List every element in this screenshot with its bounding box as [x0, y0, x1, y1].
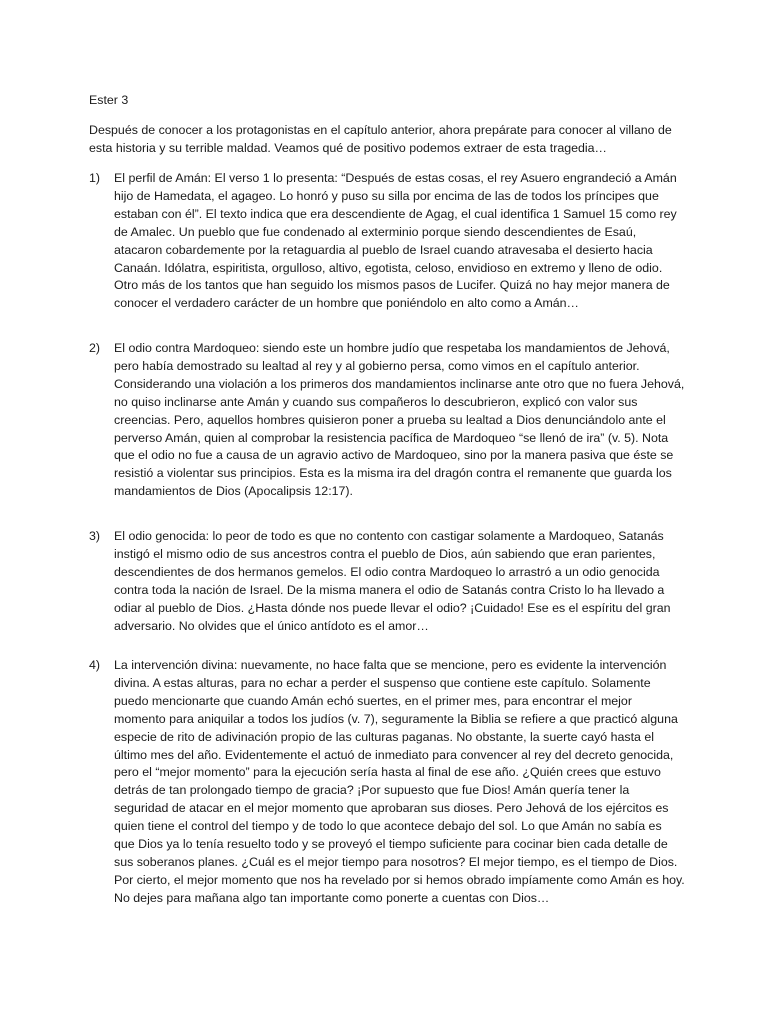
- list-item-2: [89, 340, 685, 501]
- document-title: Ester 3: [89, 93, 129, 107]
- list-item-number: 3): [89, 529, 101, 543]
- list-item-text: El perfil de Amán: El verso 1 lo presenta: “Después de estas cosas, el rey Asuero engrandeció a Amán hijo de Hamedata, el agageo. Lo honró y puso su silla por encima de las de todos los príncipes que estaban con él”. El texto indica que era descendiente de Agag, el cual identifica 1 Samuel 15 como rey de Amalec. Un pueblo que fue condenado al exterminio porque siendo descendientes de Esaú, atacaron cobardemente por la retaguardia al pueblo de Israel cuando atravesaba el desierto hacia Canaán. Idólatra, espiritista, orgulloso, altivo, egotista, celoso, envidioso en extremo y lleno de odio. Otro más de los tantos que han seguido los mismos pasos de Lucifer. Quizá no hay mejor manera de conocer el verdadero carácter de un hombre que poniéndolo en alto como a Amán…: [114, 171, 677, 311]
- list-item-1: [89, 170, 685, 313]
- list-item-number: 4): [89, 658, 101, 672]
- list-item-3: [89, 528, 685, 635]
- list-item-text: El odio contra Mardoqueo: siendo este un hombre judío que respetaba los mandamientos de Jehová, pero había demostrado su lealtad al rey y al gobierno persa, como vimos en el capítulo anterior. Considerando una violación a los primeros dos mandamientos inclinarse ante otro que no fuera Jehová, no quiso inclinarse ante Amán y cuando sus compañeros lo descubrieron, explicó con valor sus creencias. Pero, aquellos hombres quisieron poner a prueba su lealtad a Dios denunciándolo ante el perverso Amán, quien al comprobar la resistencia pacífica de Mardoqueo “se llenó de ira” (v. 5). Nota que el odio no fue a causa de un agravio activo de Mardoqueo, sino por la manera pasiva que éste se resistió a violentar sus principios. Esta es la misma ira del dragón contra el remanente que guarda los mandamientos de Dios (Apocalipsis 12:17).: [114, 341, 685, 499]
- list-item-4: [89, 657, 685, 908]
- intro-paragraph: Después de conocer a los protagonistas en el capítulo anterior, ahora prepárate para conocer al villano de esta historia y su terrible maldad. Veamos qué de positivo podemos extraer de esta tragedia…: [89, 123, 672, 155]
- list-item-text: El odio genocida: lo peor de todo es que no contento con castigar solamente a Mardoqueo, Satanás instigó el mismo odio de sus ancestros contra el pueblo de Dios, aún sabiendo que eran parientes, descendientes de dos hermanos gemelos. El odio contra Mardoqueo lo arrastró a un odio genocida contra toda la nación de Israel. De la misma manera el odio de Satanás contra Cristo lo ha llevado a odiar al pueblo de Dios. ¿Hasta dónde nos puede llevar el odio? ¡Cuidado! Ese es el espíritu del gran adversario. No olvides que el único antídoto es el amor…: [114, 529, 671, 633]
- list-item-number: 2): [89, 341, 101, 355]
- list-item-text: La intervención divina: nuevamente, no hace falta que se mencione, pero es evidente la intervención divina. A estas alturas, para no echar a perder el suspenso que contiene este capítulo. Solamente puedo mencionarte que cuando Amán echó suertes, en el primer mes, para encontrar el mejor momento para aniquilar a todos los judíos (v. 7), seguramente la Biblia se refiere a que practicó alguna especie de rito de adivinación propio de las culturas paganas. No obstante, la suerte cayó hasta el último mes del año. Evidentemente el actuó de inmediato para convencer al rey del decreto genocida, pero el “mejor momento” para la ejecución sería hasta al final de ese año. ¿Quién crees que estuvo detrás de tan prolongado tiempo de gracia? ¡Por supuesto que fue Dios! Amán quería tener la seguridad de atacar en el mejor momento que aprobaran sus dioses. Pero Jehová de los ejércitos es quien tiene el control del tiempo y de todo lo que acontece debajo del sol. Lo que Amán no sabía es que Dios ya lo tenía resuelto todo y se proveyó el tiempo suficiente para cocinar bien cada detalle de sus soberanos planes. ¿Cuál es el mejor tiempo para nosotros? El mejor tiempo, es el tiempo de Dios. Por cierto, el mejor momento que nos ha revelado por si hemos obrado impíamente como Amán es hoy. No dejes para mañana algo tan importante como ponerte a cuentas con Dios…: [114, 658, 685, 905]
- list-item-number: 1): [89, 171, 101, 185]
